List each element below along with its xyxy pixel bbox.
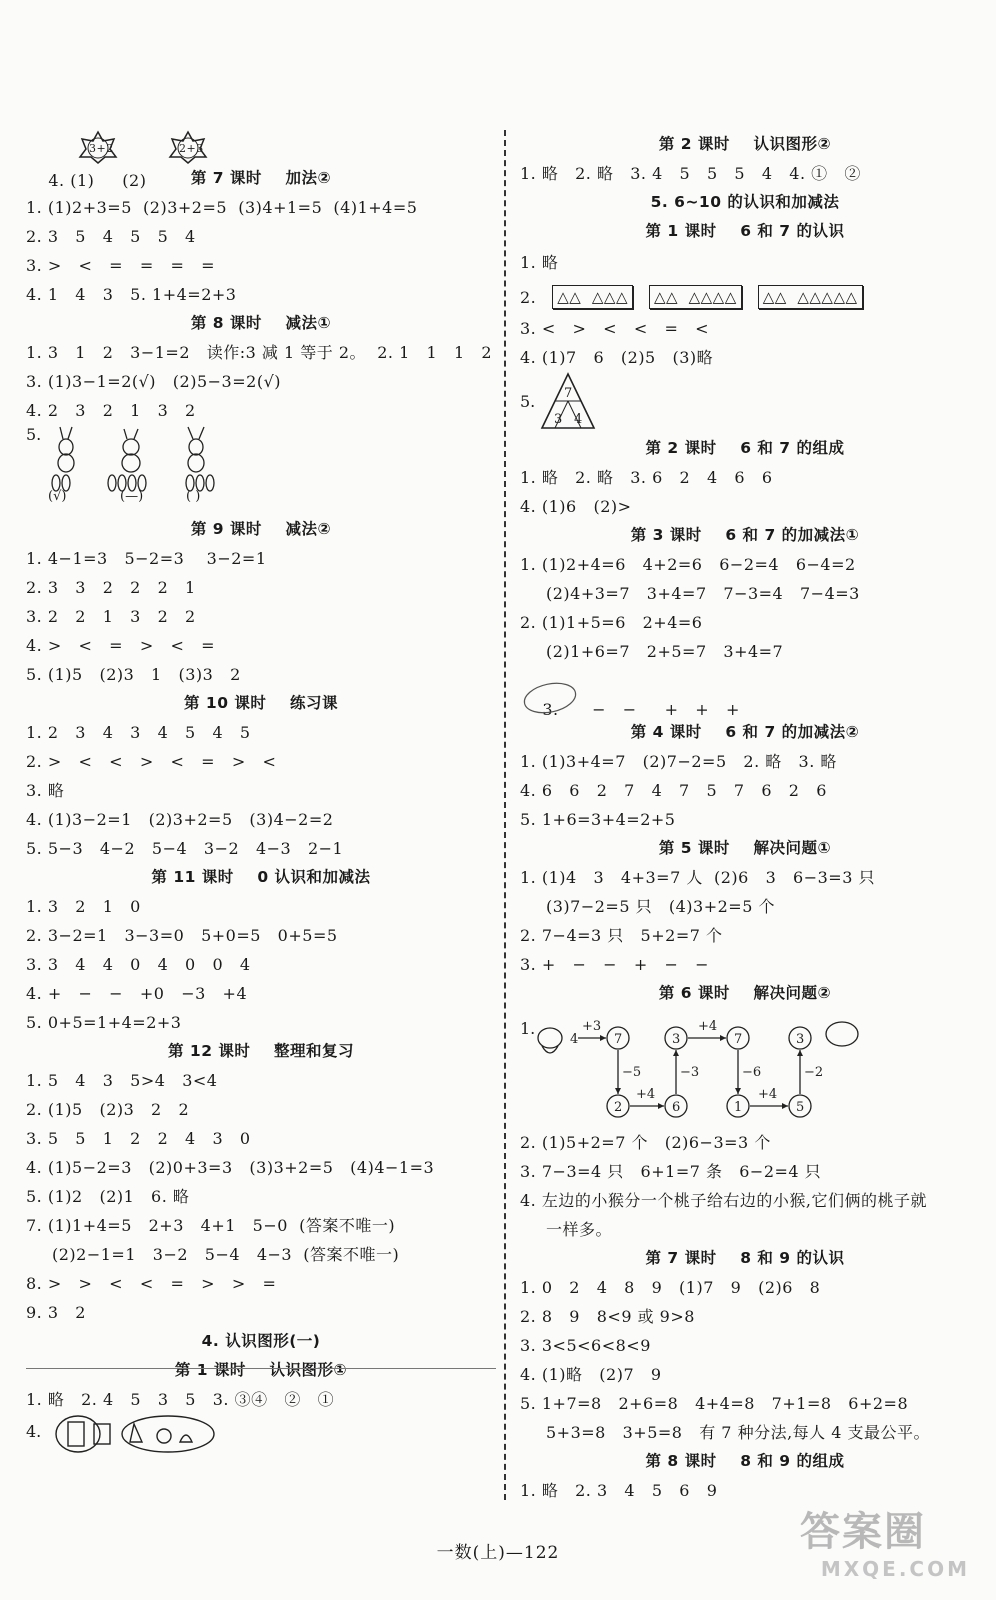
flow-operation: −6 — [742, 1065, 762, 1080]
answer-line: 5. 1+6=3+4=2+5 — [520, 810, 676, 829]
empty-mark: ( ) — [186, 489, 201, 504]
rabbit-figure — [46, 425, 246, 511]
right-column — [520, 130, 970, 1505]
star-figure-2 — [166, 130, 210, 164]
answer-line: 2. > < < > < = > < — [26, 752, 277, 771]
lesson-heading: 第 2 课时 认识图形② — [658, 135, 832, 153]
lesson-heading: 第 6 课时 解决问题② — [658, 984, 832, 1002]
answer-number: 2. — [520, 287, 537, 307]
answer-line: 5. (1)2 (2)1 6. 略 — [26, 1187, 190, 1206]
star-label-2: 2+3 — [179, 142, 204, 155]
answer-line: 3. < > < < = < — [520, 319, 710, 338]
lesson-heading: 第 4 课时 6 和 7 的加减法② — [630, 723, 860, 741]
flow-number: 1 — [734, 1100, 743, 1115]
rabbit-answer — [26, 425, 496, 515]
check-mark: (√) — [48, 489, 67, 504]
star-figure-1 — [76, 130, 120, 164]
flow-operation: −5 — [622, 1065, 642, 1080]
answer-number: 1. — [520, 1019, 536, 1038]
answer-number: 5. — [26, 425, 42, 444]
answer-line — [520, 666, 970, 718]
flow-number: 3 — [672, 1032, 681, 1047]
answer-line: 2. (1)5+2=7 个 (2)6−3=3 个 — [520, 1133, 771, 1152]
answer-line: 4. (1)7 6 (2)5 (3)略 — [520, 348, 714, 367]
shape-figure — [52, 1414, 222, 1454]
watermark-title: 答案圈 — [800, 1509, 926, 1555]
answer-line: 4. 6 6 2 7 4 7 5 7 6 2 6 — [520, 781, 827, 800]
answer-line: 3. + − − + − − — [520, 955, 710, 974]
answer-line: 1. 3 2 1 0 — [26, 897, 141, 916]
answer-line: 4. + − − +0 −3 +4 — [26, 984, 248, 1003]
answer-line: 1. 略 2. 略 3. 6 2 4 6 6 — [520, 468, 773, 487]
flow-number: 6 — [672, 1100, 681, 1115]
answer-stamp — [522, 678, 578, 718]
answer-line: 4. 1 4 3 5. 1+4=2+3 — [26, 285, 237, 304]
star-label-1: 3+2 — [89, 142, 114, 155]
lesson-heading: 第 8 课时 减法① — [190, 314, 332, 332]
answer-line: 1. 略 2. 略 3. 4 5 5 5 4 4. ① ② — [520, 164, 861, 183]
answer-line: 1. 略 2. 3 4 5 6 9 — [520, 1481, 718, 1500]
triangle-group: △△ △△△△ — [649, 285, 742, 309]
answer-line: 一样多。 — [546, 1220, 613, 1239]
answer-line: 5. 0+5=1+4=2+3 — [26, 1013, 182, 1032]
lesson-heading: 第 7 课时 8 和 9 的认识 — [645, 1249, 845, 1267]
answer-line: 3. 3<5<6<8<9 — [520, 1336, 651, 1355]
answer-line: 3. 5 5 1 2 2 4 3 0 — [26, 1129, 251, 1148]
flow-diagram — [520, 1008, 970, 1126]
answer-line: 3. 略 — [26, 781, 65, 800]
flow-operation: −3 — [680, 1065, 700, 1080]
answer-line: 3. 3 4 4 0 4 0 0 4 — [26, 955, 251, 974]
answer-line: 2. 3 5 4 5 5 4 — [26, 227, 196, 246]
flow-number: 3 — [796, 1032, 805, 1047]
lesson-heading: 第 5 课时 解决问题① — [658, 839, 832, 857]
answer-line: 7. (1)1+4=5 2+3 4+1 5−0 (答案不唯一) — [26, 1216, 396, 1235]
flow-number: 7 — [734, 1032, 743, 1047]
answer-line: 4. (1)5−2=3 (2)0+3=3 (3)3+2=5 (4)4−1=3 — [26, 1158, 435, 1177]
answer-line: 2. (1)1+5=6 2+4=6 — [520, 613, 703, 632]
lesson-heading: 第 12 课时 整理和复习 — [168, 1042, 354, 1060]
answer-line: 4. 2 3 2 1 3 2 — [26, 401, 196, 420]
triangle-group: △△ △△△ — [552, 285, 633, 309]
flow-operation: +3 — [582, 1019, 602, 1034]
answer-line: 9. 3 2 — [26, 1303, 86, 1322]
answer-line: 1. 略 2. 4 5 3 5 3. ③④ ② ① — [26, 1390, 335, 1409]
answer-line: 1. 4−1=3 5−2=3 3−2=1 — [26, 549, 267, 568]
answer-line: 4. (1)3−2=1 (2)3+2=5 (3)4−2=2 — [26, 810, 334, 829]
page-number: 一数(上)—122 — [436, 1543, 560, 1563]
answer-line: 1. 略 — [520, 253, 559, 272]
answer-line: (3)7−2=5 只 (4)3+2=5 个 — [546, 897, 775, 916]
lesson-heading: 第 7 课时 加法② — [190, 169, 332, 187]
unit-heading: 5. 6~10 的认识和加减法 — [650, 193, 840, 211]
triangle-row — [520, 280, 970, 314]
lesson-heading: 第 11 课时 0 认识和加减法 — [151, 868, 371, 886]
answer-line: 1. (1)2+3=5 (2)3+2=5 (3)4+1=5 (4)1+4=5 — [26, 198, 418, 217]
answer-line: 5. 5−3 4−2 5−4 3−2 4−3 2−1 — [26, 839, 344, 858]
flow-operation: +4 — [758, 1087, 778, 1102]
answer-line: 1. 2 3 4 3 4 5 4 5 — [26, 723, 251, 742]
answer-line: 2. 8 9 8<9 或 9>8 — [520, 1307, 695, 1326]
answer-line: 4. > < = > < = — [26, 636, 216, 655]
answer-line: 2. (1)5 (2)3 2 2 — [26, 1100, 190, 1119]
answer-line: (2)1+6=7 2+5=7 3+4=7 — [546, 642, 784, 661]
triangle-answer — [520, 372, 970, 434]
answer-line: 3. (1)3−1=2(√) (2)5−3=2(√) — [26, 372, 281, 391]
flow-start-number: 4 — [570, 1032, 579, 1047]
flow-answer — [520, 1008, 970, 1128]
flow-operation: −2 — [804, 1065, 824, 1080]
answer-line: 1. (1)4 3 4+3=7 人 (2)6 3 6−3=3 只 — [520, 868, 875, 887]
answer-line: 4. (1)6 (2)> — [520, 497, 632, 516]
flow-number: 7 — [614, 1032, 623, 1047]
column-divider — [504, 130, 506, 1500]
lesson-heading: 第 8 课时 8 和 9 的组成 — [645, 1452, 845, 1470]
answer-line: 1. 5 4 3 5>4 3<4 — [26, 1071, 218, 1090]
answer-line: 1. 3 1 2 3−1=2 读作:3 减 1 等于 2。 2. 1 1 1 2 — [26, 343, 493, 362]
lesson-heading: 第 9 课时 减法② — [190, 520, 332, 538]
section-rule — [26, 1368, 496, 1369]
answer-line: 3. > < = = = = — [26, 256, 216, 275]
triangle-right-number: 4 — [574, 412, 583, 427]
answer-line: (2)4+3=7 3+4=7 7−3=4 7−4=3 — [546, 584, 860, 603]
lesson-heading: 第 1 课时 认识图形① — [174, 1361, 348, 1379]
unit-heading: 4. 认识图形(一) — [201, 1332, 321, 1350]
answer-line: 3. 7−3=4 只 6+1=7 条 6−2=4 只 — [520, 1162, 822, 1181]
lesson-heading: 第 1 课时 6 和 7 的认识 — [645, 222, 845, 240]
triangle-left-number: 3 — [554, 412, 563, 427]
flow-number: 2 — [614, 1100, 623, 1115]
triangle-top-number: 7 — [564, 386, 573, 401]
answer-number: 4. — [26, 1422, 42, 1441]
answer-line: 2. 3−2=1 3−3=0 5+0=5 0+5=5 — [26, 926, 338, 945]
flow-operation: +4 — [636, 1087, 656, 1102]
dash-mark: (—) — [120, 489, 144, 504]
triangle-group: △△ △△△△△ — [758, 285, 863, 309]
lesson-heading: 第 10 课时 练习课 — [184, 694, 338, 712]
left-column — [26, 130, 496, 1454]
lesson-heading: 第 3 课时 6 和 7 的加减法① — [630, 526, 860, 544]
answer-number: 5. — [520, 392, 536, 411]
star-answer-text: 4. (1) (2) — [48, 171, 147, 190]
answer-line: 4. 左边的小猴分一个桃子给右边的小猴,它们俩的桃子就 — [520, 1191, 927, 1210]
answer-line: 1. (1)3+4=7 (2)7−2=5 2. 略 3. 略 — [520, 752, 837, 771]
flow-number: 5 — [796, 1100, 805, 1115]
number-triangle — [538, 372, 598, 432]
answer-line: 5+3=8 3+5=8 有 7 种分法,每人 4 支最公平。 — [546, 1423, 931, 1442]
watermark-url: MXQE.COM — [820, 1557, 970, 1581]
answer-line: 5. (1)5 (2)3 1 (3)3 2 — [26, 665, 241, 684]
shape-answer — [26, 1414, 496, 1454]
watermark — [800, 1500, 970, 1581]
answer-line: (2)2−1=1 3−2 5−4 4−3 (答案不唯一) — [52, 1245, 400, 1264]
answer-line: 3. 2 2 1 3 2 2 — [26, 607, 196, 626]
answer-line: 1. 0 2 4 8 9 (1)7 9 (2)6 8 — [520, 1278, 821, 1297]
answer-line: 5. 1+7=8 2+6=8 4+4=8 7+1=8 6+2=8 — [520, 1394, 909, 1413]
answer-line: 2. 7−4=3 只 5+2=7 个 — [520, 926, 723, 945]
answer-line: 1. (1)2+4=6 4+2=6 6−2=4 6−4=2 — [520, 555, 856, 574]
flow-operation: +4 — [698, 1019, 718, 1034]
answer-text: 3. − − + + + — [542, 700, 740, 719]
answer-line: 4. (1)略 (2)7 9 — [520, 1365, 662, 1384]
lesson-heading: 第 2 课时 6 和 7 的组成 — [645, 439, 845, 457]
answer-line: 8. > > < < = > > = — [26, 1274, 277, 1293]
answer-line: 2. 3 3 2 2 2 1 — [26, 578, 196, 597]
